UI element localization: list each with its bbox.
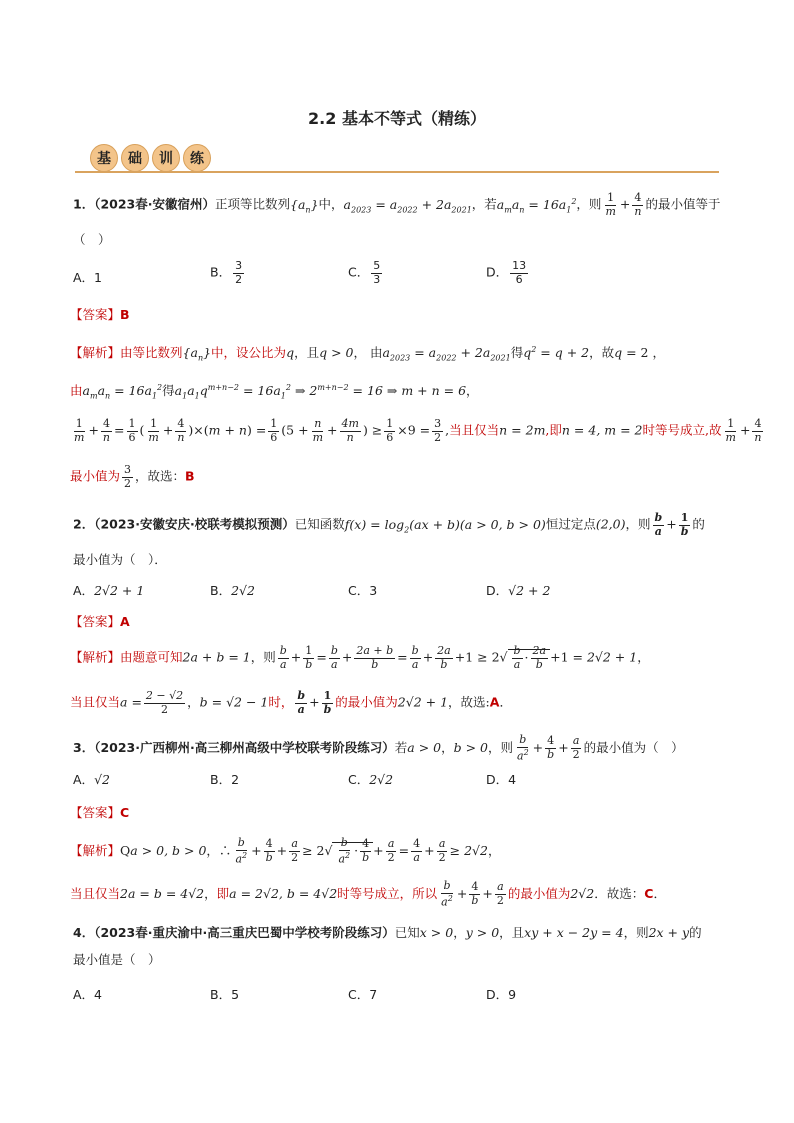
question-4-stem: 4．（2023春·重庆渝中·高三重庆巴蜀中学校考阶段练习）已知x > 0，y > 0，且xy + x − 2y = 4，则2x + y的 xyxy=(73,925,702,940)
q2-analysis-line-1: 【解析】由题意可知2a + b = 1，则 $\frac{b}{a}$ + $\frac{1}{b}$ = $\frac{b}{a}$ + $\frac{2a + b}{b}$ = $\frac{b}{a}$ + $\frac{2a}{b}$ +1 ≥ 2√ $\frac{b}{a}$ · $\frac{2a}{b}$ +1 = 2√2 + 1， xyxy=(70,644,650,671)
q3-option-a: A．√2 xyxy=(73,772,110,787)
question-3-stem: 3．（2023·广西柳州·高三柳州高级中学校联考阶段练习）若a > 0，b > 0，则 $\frac{b}{a^2}$ + $\frac{4}{b}$ + $\frac{a}{2}$ 的最小值为（ ） xyxy=(73,733,684,763)
q3-analysis-line-2: 当且仅当2a = b = 4√2，即a = 2√2, b = 4√2时等号成立，所以 $\frac{b}{a^2}$ + $\frac{4}{b}$ + $\frac{a}{2}$ 的最小值为2√2．故选：C． xyxy=(70,879,666,909)
q3-option-c: C．2√2 xyxy=(348,772,394,787)
banner-char: 训 xyxy=(152,144,180,172)
q2-option-a: A．2√2 + 1 xyxy=(73,583,145,598)
q2-analysis-line-2: 当且仅当a = $\frac{2 - √2}{2}$ ，b = √2 − 1时， $\frac{b}{a}$ + $\frac{1}{b}$ 的最小值为2√2 + 1，故选:A． xyxy=(70,689,512,716)
q4-option-c: C．7 xyxy=(348,987,378,1002)
q2-option-b: B．2√2 xyxy=(210,583,255,598)
banner-char: 练 xyxy=(183,144,211,172)
q1-analysis-line-2: 由$a_ma_n = 16a_1^2$得$a_1a_1q^{m+n-2} = 16a_1^2$ ⇒ $2^{m+n-2} = 16$ ⇒ m + n = 6， xyxy=(70,382,479,401)
q3-option-d: D．4 xyxy=(486,772,517,787)
q1-option-d: D． $\frac{13}{6}$ xyxy=(486,259,527,286)
question-2-stem-2: 最小值为（ ）． xyxy=(73,552,167,567)
q3-analysis-line-1: 【解析】Qa > 0, b > 0，∴ $\frac{b}{a^2}$ + $\frac{4}{b}$ + $\frac{a}{2}$ ≥ 2√ $\frac{b}{a^2}$ · $\frac{4}{b}$ + $\frac{a}{2}$ = $\frac{4}{a}$ + $\frac{a}{2}$ ≥ 2√2， xyxy=(70,836,501,866)
q1-analysis-line-3: $\frac{1}{m}$ + $\frac{4}{n}$ = $\frac{1}{6}$ ( $\frac{1}{m}$ + $\frac{4}{n}$ )×(m + n) = $\frac{1}{6}$ (5 + $\frac{n}{m}$ + $\frac{4m}{n}$ ) ≥ $\frac{1}{6}$ ×9 = $\frac{3}{2}$ ,当且仅当n = 2m,即n = 4, m = 2时等号成立,故 $\frac{1}{m}$ + $\frac{4}{n}$ xyxy=(74,417,762,444)
section-banner xyxy=(90,144,211,172)
q2-option-d: D．√2 + 2 xyxy=(486,583,551,598)
q1-answer: 【答案】B xyxy=(70,307,130,322)
page-title: 2.2 基本不等式（精练） xyxy=(308,109,486,128)
q1-analysis-line-4: 最小值为 $\frac{3}{2}$ ，故选：B xyxy=(70,463,195,490)
q4-option-b: B．5 xyxy=(210,987,240,1002)
section-divider xyxy=(75,171,719,173)
question-4-stem-2: 最小值是（ ） xyxy=(73,952,161,967)
q1-option-b: B． $\frac{3}{2}$ xyxy=(210,259,243,286)
question-2-stem: 2．（2023·安徽安庆·校联考模拟预测）已知函数$f(x) = \log_2(ax + b)(a > 0$, b > 0)恒过定点(2,0)，则 $\frac{b}{a}$ + $\frac{1}{b}$ 的 xyxy=(73,511,705,538)
q2-answer: 【答案】A xyxy=(70,614,130,629)
banner-char: 础 xyxy=(121,144,149,172)
q4-option-d: D．9 xyxy=(486,987,517,1002)
q4-option-a: A．4 xyxy=(73,987,103,1002)
q3-option-b: B．2 xyxy=(210,772,240,787)
q1-analysis-line-1: 【解析】由等比数列$\{a_n\}$中，设公比为q，且q > 0， 由$a_{2023} = a_{2022} + 2a_{2021}$得$q^2 = q + 2$，故q = 2 ， xyxy=(70,344,665,363)
banner-char: 基 xyxy=(90,144,118,172)
q2-option-c: C．3 xyxy=(348,583,378,598)
question-1-stem: 1．（2023春·安徽宿州）正项等比数列$\{a_n\}$中，$a_{2023} = a_{2022} + 2a_{2021}$，若$a_ma_n = 16a_1^2$，则 $\frac{1}{m}$ + $\frac{4}{n}$ 的最小值等于 xyxy=(73,191,721,218)
q1-option-c: C． $\frac{5}{3}$ xyxy=(348,259,381,286)
q1-option-a: A．1 xyxy=(73,270,103,285)
q3-answer: 【答案】C xyxy=(70,805,130,820)
question-1-stem-end: （ ） xyxy=(73,232,111,247)
